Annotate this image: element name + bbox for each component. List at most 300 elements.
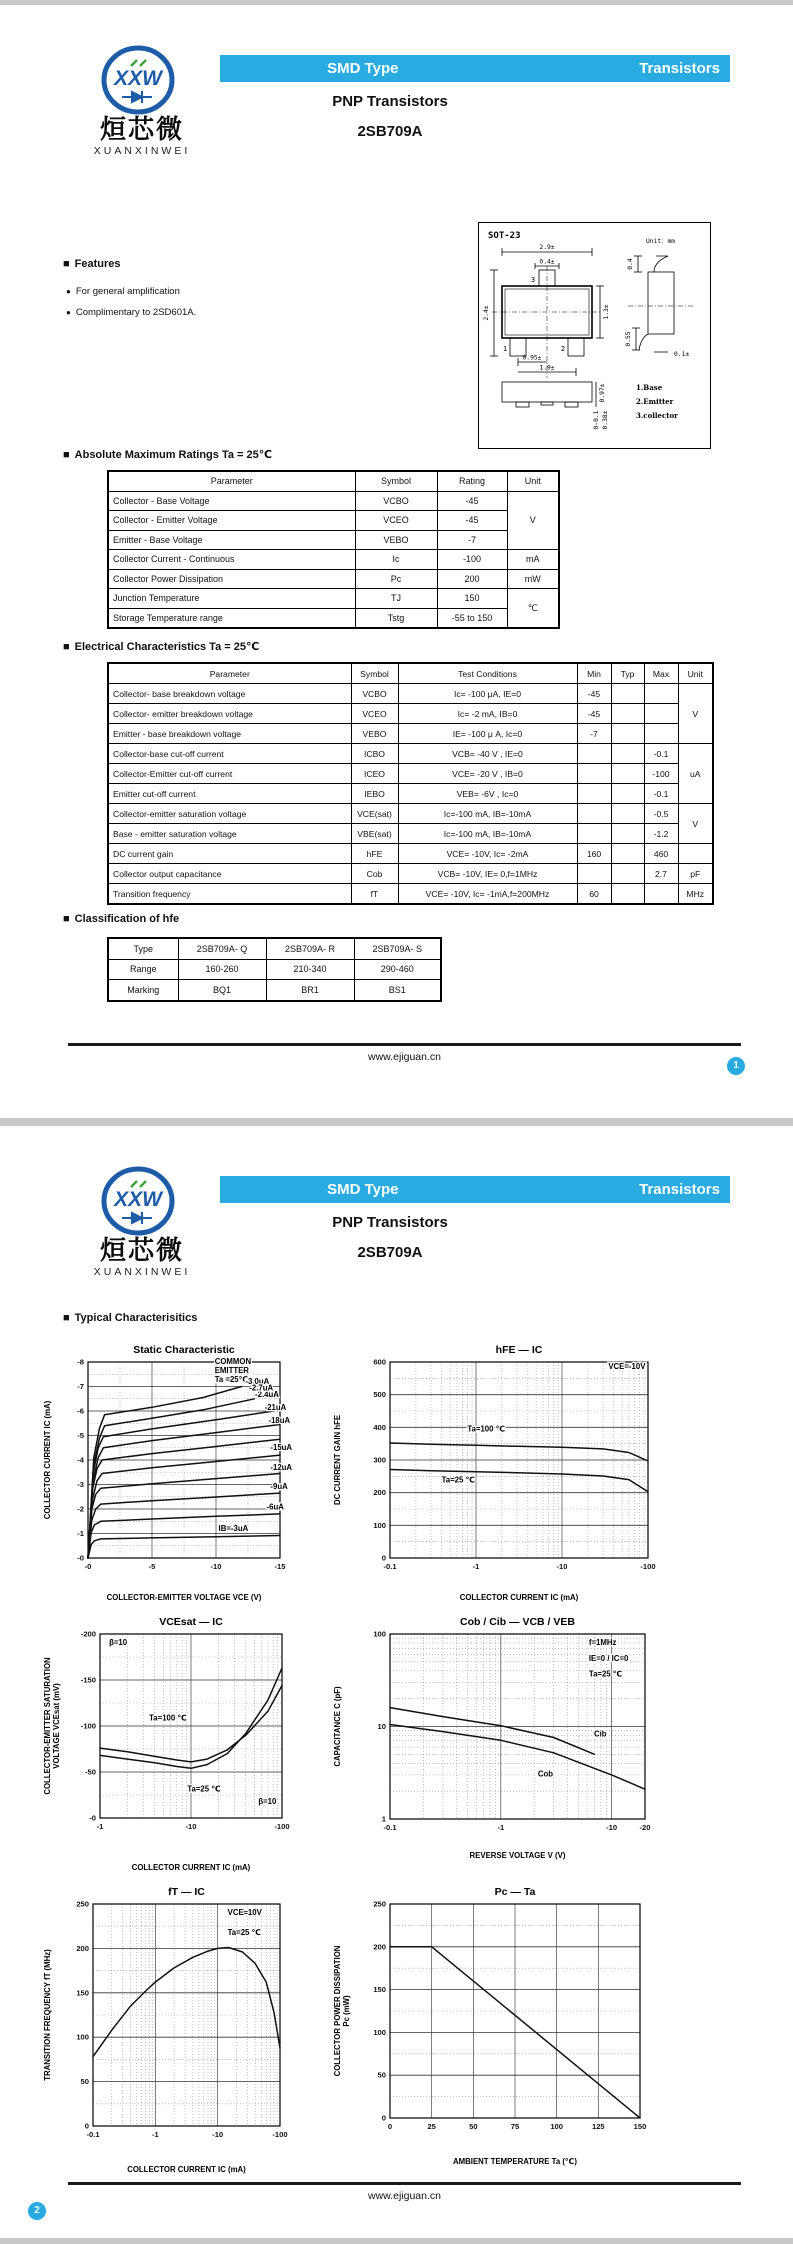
svg-text:-1: -1	[77, 1529, 84, 1538]
svg-text:0: 0	[84, 2121, 89, 2131]
svg-text:200: 200	[373, 1942, 386, 1952]
svg-text:-3: -3	[77, 1480, 84, 1489]
chart-annotation: COMMON	[214, 1356, 252, 1366]
chart-annotation: EMITTER	[214, 1365, 249, 1375]
y-axis-label: TRANSITION FREQUENCY fT (MHz)	[43, 1949, 52, 2081]
svg-text:200: 200	[76, 1943, 89, 1953]
table-cell: 2SB709A- Q	[178, 938, 266, 959]
chart-annotation: -15uA	[270, 1443, 293, 1453]
svg-text:-0.1: -0.1	[383, 1562, 397, 1571]
table-row	[108, 824, 713, 844]
svg-text:-10: -10	[210, 1562, 222, 1571]
column-header: Rating	[437, 471, 507, 491]
brand-logo	[72, 1156, 212, 1286]
table-cell	[577, 804, 611, 824]
table-cell: Ic=-100 mA, IB=-10mA	[398, 824, 577, 844]
classification-heading: ■ Classification of hfe	[63, 913, 180, 925]
pin-legend-collector: 3.collector	[636, 411, 678, 420]
logo-green-accent	[131, 1181, 137, 1187]
logo-green-accent	[131, 60, 137, 66]
table-cell: Collector-base cut-off current	[108, 744, 351, 764]
unit-cell: MHz	[678, 884, 713, 905]
y-axis-label: VOLTAGE VCEsat (mV)	[52, 1683, 61, 1769]
abs-max-heading: ■ Absolute Maximum Ratings Ta = 25℃	[63, 449, 273, 461]
svg-text:50: 50	[80, 2077, 89, 2087]
column-header: Test Conditions	[398, 663, 577, 684]
table-cell	[577, 764, 611, 784]
table-cell	[644, 724, 678, 744]
svg-text:-0: -0	[77, 1553, 84, 1563]
table-row	[108, 959, 441, 980]
chart-annotation: -6uA	[266, 1502, 284, 1512]
diode-icon	[122, 91, 152, 103]
brand-name-en: XUANXINWEI	[93, 145, 191, 157]
dim-pin-pitch: 0.95±	[522, 354, 542, 362]
table-cell: -0.1	[644, 784, 678, 804]
column-header: Symbol	[351, 663, 398, 684]
table-cell	[611, 744, 644, 764]
column-header: Typ	[611, 663, 644, 684]
table-row	[108, 511, 559, 531]
doc-title: PNP Transistors	[332, 93, 448, 110]
unit-cell: V	[678, 684, 713, 744]
table-cell: 200	[437, 569, 507, 589]
chart-capacitance-vs-voltage	[328, 1608, 670, 1869]
package-top-view	[490, 248, 604, 378]
chart-title: Cob / Cib ― VCB / VEB	[460, 1616, 575, 1628]
table-cell: -100	[437, 550, 507, 570]
svg-text:50: 50	[469, 2122, 478, 2131]
table-row	[108, 550, 559, 570]
table-cell: 2.7	[644, 864, 678, 884]
svg-text:-1: -1	[472, 1562, 480, 1571]
svg-text:-100: -100	[640, 1562, 656, 1571]
svg-text:-10: -10	[606, 1823, 618, 1832]
table-row	[108, 684, 713, 704]
table-cell: fT	[351, 884, 398, 905]
table-row	[108, 884, 713, 905]
table-cell: Junction Temperature	[108, 589, 355, 609]
chart-annotation: Cib	[594, 1729, 607, 1739]
table-cell: Collector Current - Continuous	[108, 550, 355, 570]
section-marker-icon: ■	[63, 1312, 70, 1324]
table-cell	[611, 864, 644, 884]
table-cell: VEBO	[355, 530, 437, 550]
dim-body-height: 2.4±	[483, 305, 490, 321]
table-cell: VCE= -10V, Ic= -1mA,f=200MHz	[398, 884, 577, 905]
chart-annotation: Ta=100 ℃	[149, 1713, 187, 1723]
chart-annotation: -21uA	[264, 1403, 287, 1413]
column-header: Unit	[507, 471, 559, 491]
table-cell: -45	[577, 704, 611, 724]
svg-text:-10: -10	[185, 1822, 197, 1831]
header-bar-left: SMD Type	[327, 1181, 399, 1198]
logo-text: XXW	[114, 67, 162, 90]
unit-cell: mA	[507, 550, 559, 570]
x-axis-label: COLLECTOR CURRENT IC (mA)	[131, 1863, 251, 1872]
table-cell	[644, 704, 678, 724]
svg-text:300: 300	[373, 1455, 386, 1465]
svg-text:-50: -50	[85, 1767, 96, 1777]
svg-text:-5: -5	[148, 1562, 156, 1571]
chart-annotation: Ta=25 ℃	[441, 1475, 475, 1485]
svg-text:150: 150	[633, 2122, 647, 2131]
dim-body-width: 2.9±	[539, 244, 555, 251]
svg-text:100: 100	[373, 1520, 386, 1530]
chart-annotation: Ta =25℃	[214, 1374, 249, 1384]
svg-text:-0: -0	[89, 1813, 96, 1823]
footer-rule	[68, 2182, 741, 2185]
table-row	[108, 744, 713, 764]
svg-text:-15: -15	[274, 1562, 286, 1571]
bullet-icon: ●	[66, 287, 71, 296]
column-header: Symbol	[355, 471, 437, 491]
page-number-badge: 1	[727, 1057, 745, 1075]
table-cell: Collector output capacitance	[108, 864, 351, 884]
table-cell: BS1	[354, 980, 441, 1001]
svg-text:-2: -2	[77, 1504, 84, 1514]
dim-lead-thick: 0.4	[627, 258, 634, 270]
table-cell: -0.5	[644, 804, 678, 824]
table-cell: hFE	[351, 844, 398, 864]
unit-cell: ℃	[507, 589, 559, 629]
svg-text:-8: -8	[77, 1357, 84, 1367]
chart-annotation: VCE=-10V	[608, 1361, 646, 1371]
doc-title: PNP Transistors	[332, 1214, 448, 1231]
table-cell: 2SB709A- R	[266, 938, 354, 959]
table-row	[108, 724, 713, 744]
svg-text:-1: -1	[497, 1823, 505, 1832]
feature-item-1: ● For general amplification	[66, 286, 180, 297]
svg-text:-10: -10	[556, 1562, 568, 1571]
table-cell: 150	[437, 589, 507, 609]
table-cell: VCEO	[351, 704, 398, 724]
table-cell: Transition frequency	[108, 884, 351, 905]
svg-text:0: 0	[387, 2122, 393, 2131]
table-cell: Ic= -100 μA, IE=0	[398, 684, 577, 704]
table-cell: 210-340	[266, 959, 354, 980]
table-cell: ICBO	[351, 744, 398, 764]
section-marker-icon: ■	[63, 449, 70, 461]
bullet-icon: ●	[66, 308, 71, 317]
header-bar-right: Transistors	[639, 1181, 720, 1198]
table-cell: Collector- emitter breakdown voltage	[108, 704, 351, 724]
feature-item-2: ● Complimentary to 2SD601A.	[66, 307, 197, 318]
dim-lead-gap: 0.1±	[674, 351, 690, 358]
svg-text:10: 10	[377, 1722, 386, 1731]
table-cell	[611, 704, 644, 724]
table-cell: VEBO	[351, 724, 398, 744]
column-header: Unit	[678, 663, 713, 684]
table-cell: Base - emitter saturation voltage	[108, 824, 351, 844]
table-cell: VCE(sat)	[351, 804, 398, 824]
svg-text:0: 0	[381, 2113, 386, 2123]
footer-url: www.ejiguan.cn	[368, 2190, 441, 2202]
y-axis-label: COLLECTOR-EMITTER SATURATION	[43, 1657, 52, 1795]
table-cell: Ic=-100 mA, IB=-10mA	[398, 804, 577, 824]
table-cell: 160	[577, 844, 611, 864]
pin-legend-emitter: 2.Emitter	[636, 397, 674, 406]
table-cell: TJ	[355, 589, 437, 609]
features-heading: ■ Features	[63, 258, 121, 270]
brand-name-cn: 烜芯微	[99, 1236, 184, 1266]
section-marker-icon: ■	[63, 913, 70, 925]
diode-icon	[122, 1212, 152, 1224]
chart-annotation: β=10	[258, 1797, 277, 1807]
table-cell: VBE(sat)	[351, 824, 398, 844]
table-row	[108, 980, 441, 1001]
svg-text:25: 25	[427, 2122, 436, 2131]
table-cell: DC current gain	[108, 844, 351, 864]
chart-title: Static Characteristic	[133, 1344, 235, 1356]
package-side-view	[628, 256, 693, 352]
typical-heading: ■ Typical Characterisitics	[63, 1312, 198, 1324]
page-2	[0, 1126, 793, 2238]
dim-lead-foot: 0.55	[625, 331, 632, 347]
table-cell: -55 to 150	[437, 608, 507, 628]
svg-text:-100: -100	[80, 1721, 96, 1731]
x-axis-label: COLLECTOR CURRENT IC (mA)	[127, 2165, 246, 2174]
table-cell: Ic	[355, 550, 437, 570]
svg-text:-0.1: -0.1	[86, 2130, 100, 2139]
table-cell: BQ1	[178, 980, 266, 1001]
table-cell: VEB= -6V , Ic=0	[398, 784, 577, 804]
svg-text:-5: -5	[77, 1431, 84, 1440]
table-cell: Ic= -2 mA, IB=0	[398, 704, 577, 724]
table-cell: -45	[577, 684, 611, 704]
brand-logo-mark	[100, 1166, 178, 1238]
x-axis-label: REVERSE VOLTAGE V (V)	[469, 1851, 566, 1860]
table-cell	[644, 884, 678, 905]
part-number: 2SB709A	[357, 1244, 423, 1261]
elec-table	[107, 662, 714, 905]
svg-text:-150: -150	[80, 1675, 96, 1685]
table-cell: -7	[437, 530, 507, 550]
table-row	[108, 530, 559, 550]
page-1	[0, 5, 793, 1118]
svg-text:400: 400	[373, 1422, 386, 1432]
footer-rule	[68, 1043, 741, 1046]
svg-text:0: 0	[381, 1553, 386, 1563]
table-row	[108, 784, 713, 804]
chart-annotation: -2.4uA	[255, 1389, 279, 1399]
svg-text:100: 100	[76, 2032, 89, 2042]
table-cell: VCEO	[355, 511, 437, 531]
series--2.7uA	[88, 1399, 254, 1558]
chart-ft-vs-ic	[38, 1878, 308, 2183]
abs-max-table	[107, 470, 560, 629]
column-header: Parameter	[108, 663, 351, 684]
package-bottom-view	[502, 382, 596, 407]
chart-annotation: Cob	[537, 1769, 554, 1779]
package-figure	[478, 222, 711, 449]
table-cell: IEBO	[351, 784, 398, 804]
chart-annotation: IB=-3uA	[218, 1523, 249, 1533]
table-cell: 290-460	[354, 959, 441, 980]
table-cell: Marking	[108, 980, 178, 1001]
dim-standoff: 0-0.1	[593, 410, 600, 430]
y-axis-label: Pc (mW)	[342, 1995, 351, 2027]
part-number: 2SB709A	[357, 123, 423, 140]
svg-text:-1: -1	[151, 2130, 159, 2139]
chart-annotation: Ta=100 ℃	[467, 1424, 506, 1434]
table-cell	[577, 824, 611, 844]
table-cell	[611, 764, 644, 784]
table-cell	[611, 824, 644, 844]
header-bar-left: SMD Type	[327, 60, 399, 77]
svg-text:600: 600	[373, 1357, 386, 1367]
svg-text:100: 100	[550, 2122, 564, 2131]
table-cell: VCBO	[355, 491, 437, 511]
pin-1-label: 1	[502, 345, 508, 353]
unit-cell: V	[507, 491, 559, 550]
table-row	[108, 491, 559, 511]
table-row	[108, 569, 559, 589]
table-cell: 160-260	[178, 959, 266, 980]
svg-text:-6: -6	[77, 1406, 84, 1416]
chart-static-characteristic	[38, 1338, 308, 1611]
chart-annotation: -12uA	[270, 1462, 293, 1472]
table-cell: Emitter - Base Voltage	[108, 530, 355, 550]
chart-title: fT ― IC	[168, 1886, 205, 1898]
brand-name-cn: 烜芯微	[99, 115, 184, 145]
table-cell: -0.1	[644, 744, 678, 764]
series-Cob	[390, 1725, 645, 1790]
dim-seated-height: 0.97±	[599, 383, 606, 403]
brand-logo	[72, 35, 212, 165]
svg-text:-7: -7	[77, 1382, 84, 1391]
table-row	[108, 804, 713, 824]
table-row	[108, 704, 713, 724]
package-name: SOT-23	[488, 231, 521, 241]
table-cell: Collector Power Dissipation	[108, 569, 355, 589]
table-cell: -45	[437, 511, 507, 531]
x-axis-label: AMBIENT TEMPERATURE Ta (℃)	[453, 2157, 577, 2166]
header-bar-right: Transistors	[639, 60, 720, 77]
table-cell: 60	[577, 884, 611, 905]
table-cell	[611, 844, 644, 864]
table-row	[108, 844, 713, 864]
svg-text:150: 150	[76, 1988, 89, 1998]
chart-annotation: Ta=25 ℃	[588, 1669, 623, 1679]
table-cell	[611, 784, 644, 804]
svg-text:-1: -1	[96, 1822, 104, 1831]
chart-title: hFE ― IC	[495, 1344, 543, 1356]
chart-annotation: -3.0uA	[245, 1376, 270, 1386]
brand-name-en: XUANXINWEI	[93, 1266, 191, 1278]
unit-cell: mW	[507, 569, 559, 589]
svg-text:100: 100	[373, 2027, 386, 2037]
table-cell: Pc	[355, 569, 437, 589]
pin-3-label: 3	[530, 276, 536, 284]
table-cell: 2SB709A- S	[354, 938, 441, 959]
section-marker-icon: ■	[63, 641, 70, 653]
elec-heading: ■ Electrical Characteristics Ta = 25℃	[63, 641, 260, 653]
chart-annotation: -9uA	[270, 1482, 288, 1492]
svg-text:-100: -100	[274, 1822, 290, 1831]
table-cell: -45	[437, 491, 507, 511]
series-Ta=25 ℃	[390, 1470, 648, 1492]
brand-logo-mark	[100, 45, 178, 117]
chart-annotation: β=10	[109, 1638, 128, 1648]
table-row	[108, 938, 441, 959]
svg-text:-4: -4	[77, 1455, 84, 1465]
table-cell: VCE= -10V, Ic= -2mA	[398, 844, 577, 864]
page-number-badge: 2	[28, 2202, 46, 2220]
table-cell: Range	[108, 959, 178, 980]
table-cell	[611, 804, 644, 824]
chart-annotation: VCE≈10V	[227, 1908, 262, 1918]
footer-url: www.ejiguan.cn	[368, 1051, 441, 1063]
chart-annotation: -18uA	[268, 1416, 291, 1426]
chart-annotation: -2.7uA	[249, 1383, 274, 1393]
table-cell: VCE= -20 V , IB=0	[398, 764, 577, 784]
unit-cell: pF	[678, 864, 713, 884]
table-cell	[577, 744, 611, 764]
svg-text:-20: -20	[639, 1823, 651, 1832]
table-cell: Emitter - base breakdown voltage	[108, 724, 351, 744]
column-header: Max	[644, 663, 678, 684]
table-cell	[611, 684, 644, 704]
svg-text:150: 150	[373, 1985, 386, 1995]
svg-text:250: 250	[76, 1899, 89, 1909]
logo-green-accent	[140, 1181, 146, 1187]
header-bar	[220, 1176, 730, 1203]
table-cell: Tstg	[355, 608, 437, 628]
svg-text:1: 1	[381, 1814, 386, 1824]
svg-text:-0.1: -0.1	[383, 1823, 397, 1832]
svg-text:-200: -200	[80, 1629, 96, 1639]
table-cell: Collector-emitter saturation voltage	[108, 804, 351, 824]
table-cell: Cob	[351, 864, 398, 884]
package-unit-label: Unit：mm	[646, 238, 676, 245]
svg-text:125: 125	[591, 2122, 605, 2131]
table-cell	[577, 864, 611, 884]
y-axis-label: CAPACITANCE C (pF)	[333, 1686, 342, 1767]
table-row	[108, 764, 713, 784]
table-cell: VCBO	[351, 684, 398, 704]
column-header: Parameter	[108, 471, 355, 491]
series-Ta=100 ℃	[390, 1443, 648, 1461]
table-cell: VCB= -40 V , IE=0	[398, 744, 577, 764]
chart-annotation: IE=0 / IC=0	[588, 1653, 629, 1663]
table-cell: -7	[577, 724, 611, 744]
dim-pin-span: 1.9±	[539, 364, 555, 372]
svg-text:500: 500	[373, 1390, 386, 1400]
header-bar	[220, 55, 730, 82]
svg-text:-100: -100	[272, 2130, 288, 2139]
svg-text:50: 50	[377, 2070, 386, 2080]
chart-annotation: Ta=25 ℃	[227, 1928, 261, 1938]
chart-pc-vs-ta	[328, 1878, 670, 2175]
table-cell: Emitter cut-off current	[108, 784, 351, 804]
chart-title: Pc ― Ta	[494, 1886, 536, 1898]
pin-2-label: 2	[560, 345, 566, 353]
logo-text: XXW	[114, 1188, 162, 1211]
y-axis-label: COLLECTOR CURRENT IC (mA)	[43, 1400, 52, 1520]
table-cell: Storage Temperature range	[108, 608, 355, 628]
dim-lead-width: 0.38±	[602, 410, 609, 430]
svg-text:-0: -0	[84, 1562, 92, 1571]
chart-annotation: Ta=25 ℃	[187, 1784, 221, 1794]
section-marker-icon: ■	[63, 258, 70, 270]
svg-text:200: 200	[373, 1488, 386, 1498]
dim-tab-width: 0.4±	[539, 258, 555, 266]
chart-title: VCEsat ― IC	[159, 1616, 223, 1628]
y-axis-label: COLLECTOR POWER DISSIPATION	[333, 1945, 342, 2077]
table-row	[108, 608, 559, 628]
table-cell: -100	[644, 764, 678, 784]
